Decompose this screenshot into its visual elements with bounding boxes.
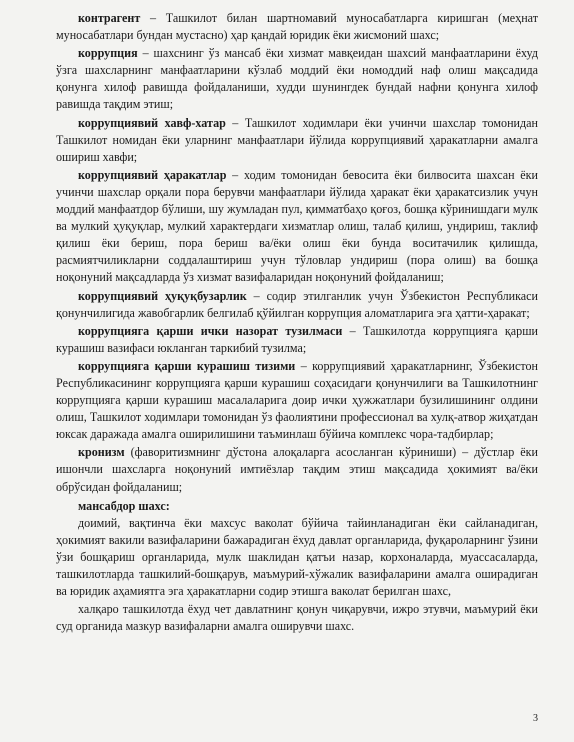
definition-cronyism [56, 444, 538, 495]
term-dash: – [137, 46, 154, 61]
definition-term: коррупцияга қарши ички назорат тузилмаси [78, 323, 343, 338]
definition-term: контрагент [78, 11, 141, 25]
definition-anti-corruption-system [56, 358, 538, 443]
definition-internal-control-unit [56, 323, 538, 357]
definition-text: Ташкилот билан шартномавий муносабатларга киришган (меҳнат муносабатлари бундан мустасно) ҳар қандай юридик ёки жисмоний шахс; [56, 11, 539, 43]
definition-text: Ташкилотда коррупцияга қарши курашиш вазифаси юкланган таркибий тузилма; [56, 323, 539, 355]
definition-corruption-risk [56, 115, 538, 166]
definition-text: Ташкилот ходимлари ёки учинчи шахслар томонидан Ташкилот номидан ёки уларнинг манфаатлари йўлида коррупциявий ҳаракатларни амалга ошириш хавфи; [56, 115, 539, 164]
definition-term: коррупцияга қарши курашиш тизими [78, 358, 296, 373]
definition-text: коррупциявий ҳаракатларнинг, Ўзбекистон Республикасининг коррупцияга қарши курашиш соҳасидаги қонунчилиги ва Ташкилотнинг коррупцияга қарши курашиш масалаларига доир ички ҳужжатлари бузилишининг олдини олиш, Ташкилот ходимлари томонидан ўз фаолиятини профессионал ва хулқ-атвор жиҳатдан юксак даражада амалга оширилишини таъминлаш бўйича комплекс чора-тадбирлар; [56, 358, 539, 442]
term-dash: – [342, 323, 364, 338]
definition-term: коррупция [78, 46, 138, 61]
definition-text: (фаворитизмнинг дўстона алоқаларга асосланган кўриниши) – дўстлар ёки ишончли шахсларга ноқонуний имтиёзлар тақдим этиш мақсадида ҳокимият ва/ёки обрўсидан фойдаланиш; [56, 445, 538, 494]
definition-text: ходим томонидан бевосита ёки билвосита шахсан ёки учинчи шахслар орқали пора берувчи манфаатлари йўлида ҳаракат ёки ҳаракатсизлик учун моддий манфаатдор бўлиши, шу жумладан пул, қимматбаҳо қоғоз, бошқа кўринишдаги мулк ва мулкий ҳуқуқлар, мулкий характердаги хизматлар олиш, талаб қилиш, ундириш, таклиф қилиш ёки бериш, пора бериш ва/ёки олиш ёки бунда воситачилик қилишда, расмиятчиликларни соддалаштириш учун тўловлар ундириш (пора олиш) ва бошқа ноқонуний мақсадларда ўз хизмат вазифаларидан ноқонуний фойдаланиш; [56, 167, 539, 285]
definition-text: содир этилганлик учун Ўзбекистон Республикаси қонунчилигида жавобгарлик белгилаб қўйилган коррупция аломатларига эга ҳатти-ҳаракат; [56, 288, 538, 320]
term-dash: – [140, 11, 166, 25]
official-definition [56, 498, 538, 636]
definition-text: шахснинг ўз мансаб ёки хизмат мавқеидан шахсий манфаатларини ёхуд ўзга шахсларнинг манфаатларини кўзлаб моддий ёки номоддий наф олиш мақсадида қонунга хилоф равишда фойдаланиши, худди шунингдек бундай нафни қонунга хилоф равишда тақдим этиш; [56, 46, 538, 112]
definition-corrupt-actions [56, 167, 538, 287]
definition-term: коррупциявий ҳаракатлар [78, 167, 227, 182]
term-dash: – [225, 115, 245, 130]
official-heading: мансабдор шахс: [78, 498, 170, 513]
term-dash: – [226, 167, 244, 182]
term-dash: – [295, 358, 313, 373]
official-paragraph: халқаро ташкилотда ёхуд чет давлатнинг қонун чиқарувчи, ижро этувчи, маъмурий ёки суд органида мазкур вазифаларни амалга оширувчи шахс. [56, 602, 538, 634]
definition-term: коррупциявий ҳуқуқбузарлик [78, 288, 247, 303]
page-number: 3 [533, 713, 538, 724]
definition-term: коррупциявий хавф-хатар [78, 115, 226, 130]
definition-corruption-offense [56, 288, 538, 322]
official-paragraph: доимий, вақтинча ёки махсус ваколат бўйича тайинланадиган ёки сайланадиган, ҳокимият вакили вазифаларини бажарадиган ёхуд давлат органларида, фуқароларнинг ўзини ўзи бошқариш органларида, мулк шаклидан қатъи назар, корхоналарда, муассасаларда, ташкилотларда ташкилий-бошқарув, маъмурий-хўжалик вазифаларини амалга оширадиган ва юридик аҳамиятга эга ҳаракатларни содир этишга ваколат берилган шахс, [56, 515, 538, 599]
definition-term: кронизм [78, 445, 125, 460]
definition-corruption [56, 45, 538, 113]
definition-counterparty [56, 10, 538, 44]
term-dash: – [246, 288, 267, 303]
definitions-list [56, 10, 538, 496]
